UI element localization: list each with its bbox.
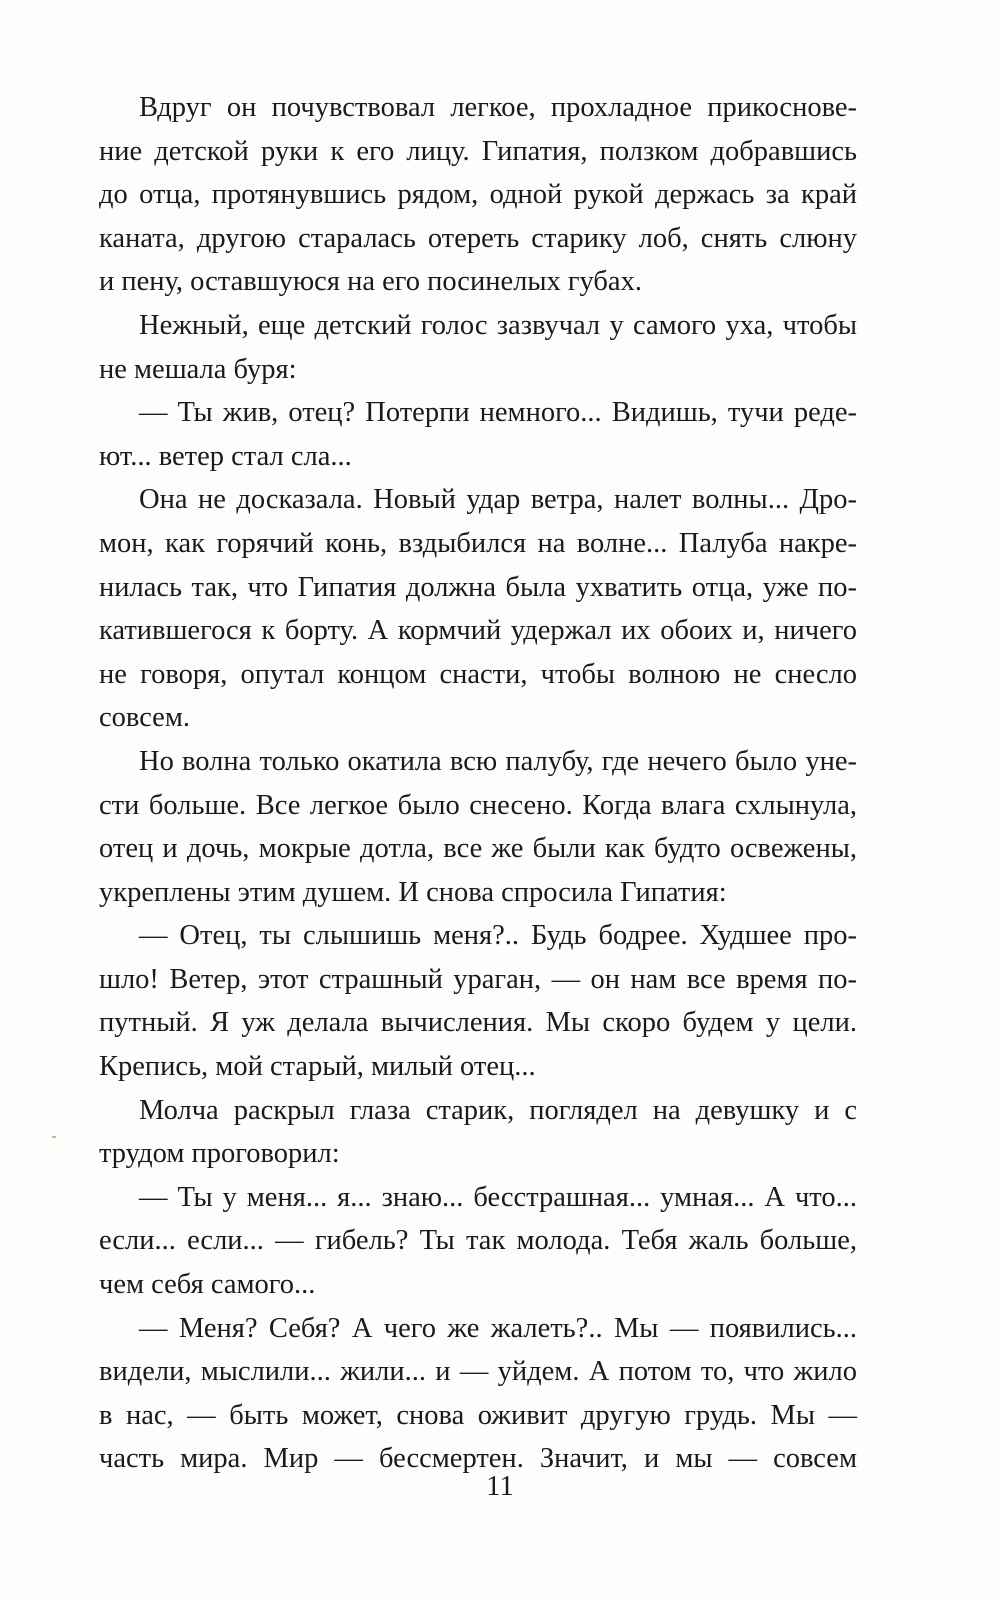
- text-line: часть мира. Мир — бессмертен. Значит, и мы — совсем: [99, 1443, 857, 1475]
- text-line: и пену, оставшуюся на его посинелых губах.: [99, 266, 642, 298]
- text-line: Крепись, мой старый, милый отец...: [99, 1051, 536, 1083]
- text-line: мон, как горячий конь, вздыбился на волне... Палуба накре-: [99, 527, 857, 559]
- text-line: нилась так, что Гипатия должна была ухватить отца, уже по-: [99, 571, 857, 603]
- text-line: видели, мыслили... жили... и — уйдем. А потом то, что жило: [99, 1356, 857, 1388]
- text-line: каната, другою старалась отереть старику лоб, снять слюну: [99, 222, 857, 254]
- text-line: не мешала буря:: [99, 353, 297, 385]
- text-line: чем себя самого...: [99, 1269, 316, 1301]
- text-line: Молча раскрыл глаза старик, поглядел на девушку и с: [139, 1094, 857, 1126]
- text-line: Но волна только окатила всю палубу, где нечего было уне-: [139, 745, 857, 777]
- page-number: 11: [486, 1471, 514, 1502]
- text-line: трудом проговорил:: [99, 1138, 340, 1170]
- text-line: не говоря, опутал концом снасти, чтобы волною не снесло: [99, 658, 857, 690]
- text-line: до отца, протянувшись рядом, одной рукой держась за край: [99, 179, 857, 211]
- text-line: сти больше. Все легкое было снесено. Когда влага схлынула,: [99, 789, 857, 821]
- text-line: ют... ветер стал сла...: [99, 440, 352, 472]
- text-line: укреплены этим душем. И снова спросила Гипатия:: [99, 876, 727, 908]
- text-line: катившегося к борту. А кормчий удержал их обоих и, ничего: [99, 615, 857, 647]
- text-line: ние детской руки к его лицу. Гипатия, ползком добравшись: [99, 135, 857, 167]
- paper-speck: [52, 1136, 56, 1138]
- text-line: — Отец, ты слышишь меня?.. Будь бодрее. Худшее про-: [139, 920, 857, 952]
- text-line: шло! Ветер, этот страшный ураган, — он нам все время по-: [99, 963, 857, 995]
- text-line: Нежный, еще детский голос зазвучал у самого уха, чтобы: [139, 309, 857, 341]
- text-line: — Ты у меня... я... знаю... бесстрашная... умная... А что...: [139, 1181, 857, 1213]
- text-line: если... если... — гибель? Ты так молода. Тебя жаль больше,: [99, 1225, 857, 1257]
- text-line: — Ты жив, отец? Потерпи немного... Видишь, тучи реде-: [139, 397, 857, 429]
- text-line: Вдруг он почувствовал легкое, прохладное прикоснове-: [139, 92, 857, 123]
- text-line: совсем.: [99, 702, 190, 734]
- text-line: — Меня? Себя? А чего же жалеть?.. Мы — появились...: [139, 1312, 857, 1344]
- text-line: Она не досказала. Новый удар ветра, налет волны... Дро-: [139, 484, 857, 516]
- text-line: в нас, — быть может, снова оживит другую грудь. Мы —: [99, 1399, 857, 1431]
- body-text: [99, 86, 857, 1481]
- text-line: путный. Я уж делала вычисления. Мы скоро будем у цели.: [99, 1007, 857, 1039]
- text-line: отец и дочь, мокрые дотла, все же были как будто освежены,: [99, 833, 857, 865]
